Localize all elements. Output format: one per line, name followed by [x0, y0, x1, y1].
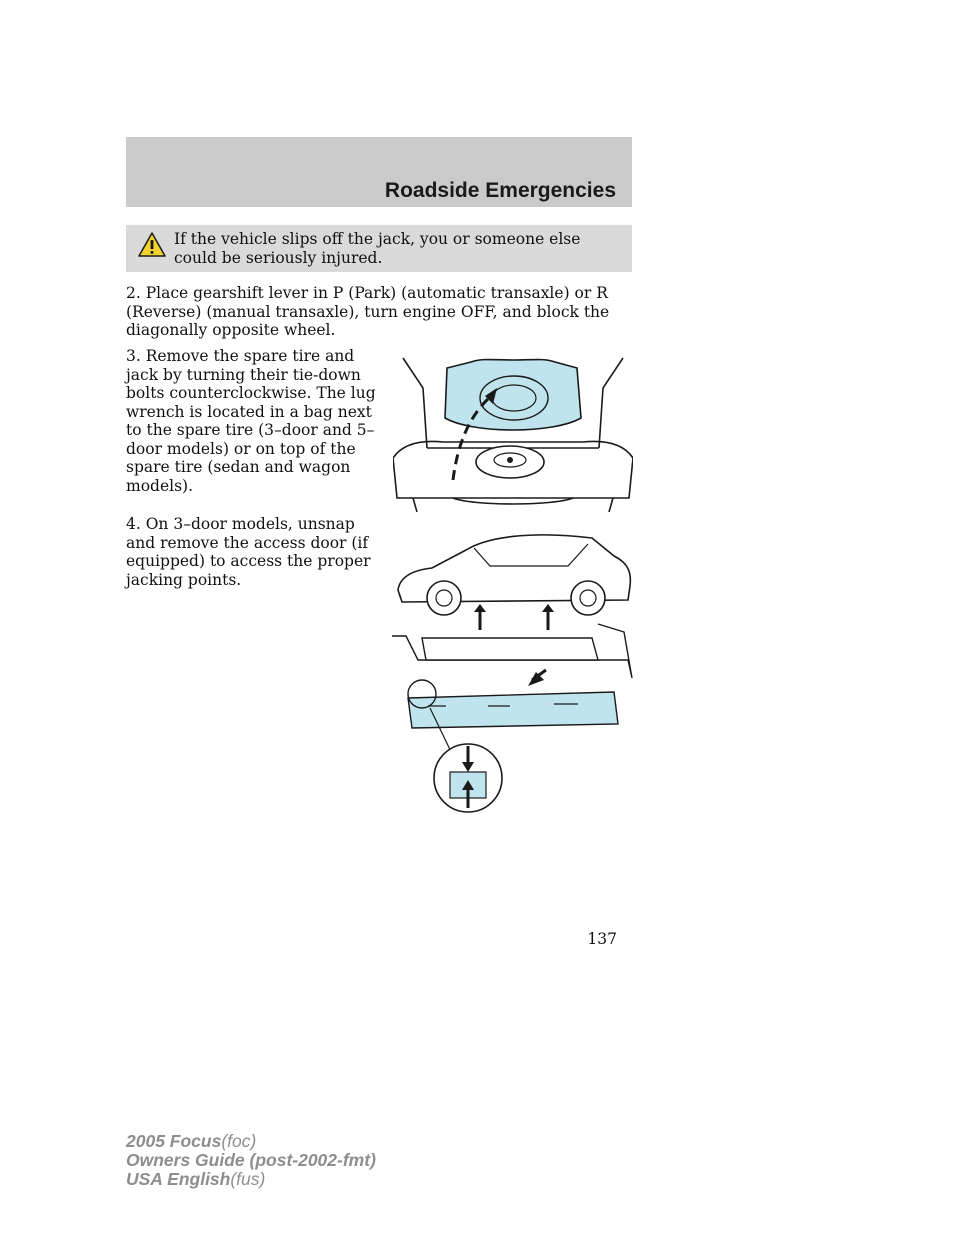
footer-language-code: (fus)	[230, 1169, 266, 1189]
page-number: 137	[587, 930, 617, 948]
warning-box	[126, 225, 632, 272]
step-3-text: 3. Remove the spare tire and jack by turning their tie-down bolts counterclockwise. The lug wrench is located in a bag next to the spare tire (3–door and 5–door models) or on top of the spare tire (sedan and wagon models).	[126, 347, 376, 495]
footer-line-1	[126, 1132, 376, 1151]
footer-model-code: (foc)	[221, 1131, 257, 1151]
step-4-text: 4. On 3–door models, unsnap and remove the access door (if equipped) to access the proper jacking points.	[126, 515, 371, 589]
footer-line-3	[126, 1170, 376, 1189]
document-footer	[126, 1132, 376, 1189]
step-2-text: 2. Place gearshift lever in P (Park) (automatic transaxle) or R (Reverse) (manual transaxle), turn engine OFF, and block the diagonally opposite wheel.	[126, 284, 610, 339]
footer-guide: Owners Guide (post-2002-fmt)	[126, 1150, 376, 1170]
warning-text: If the vehicle slips off the jack, you or someone else could be seriously injured.	[174, 230, 581, 267]
jacking-point-access-door-illustration	[392, 520, 634, 816]
warning-triangle-icon	[138, 231, 166, 259]
section-title: Roadside Emergencies	[384, 179, 616, 202]
footer-line-2	[126, 1151, 376, 1170]
footer-language: USA English	[126, 1169, 231, 1189]
footer-model: 2005 Focus	[126, 1131, 222, 1151]
section-header-band	[126, 137, 632, 207]
spare-tire-trunk-illustration	[393, 348, 633, 512]
